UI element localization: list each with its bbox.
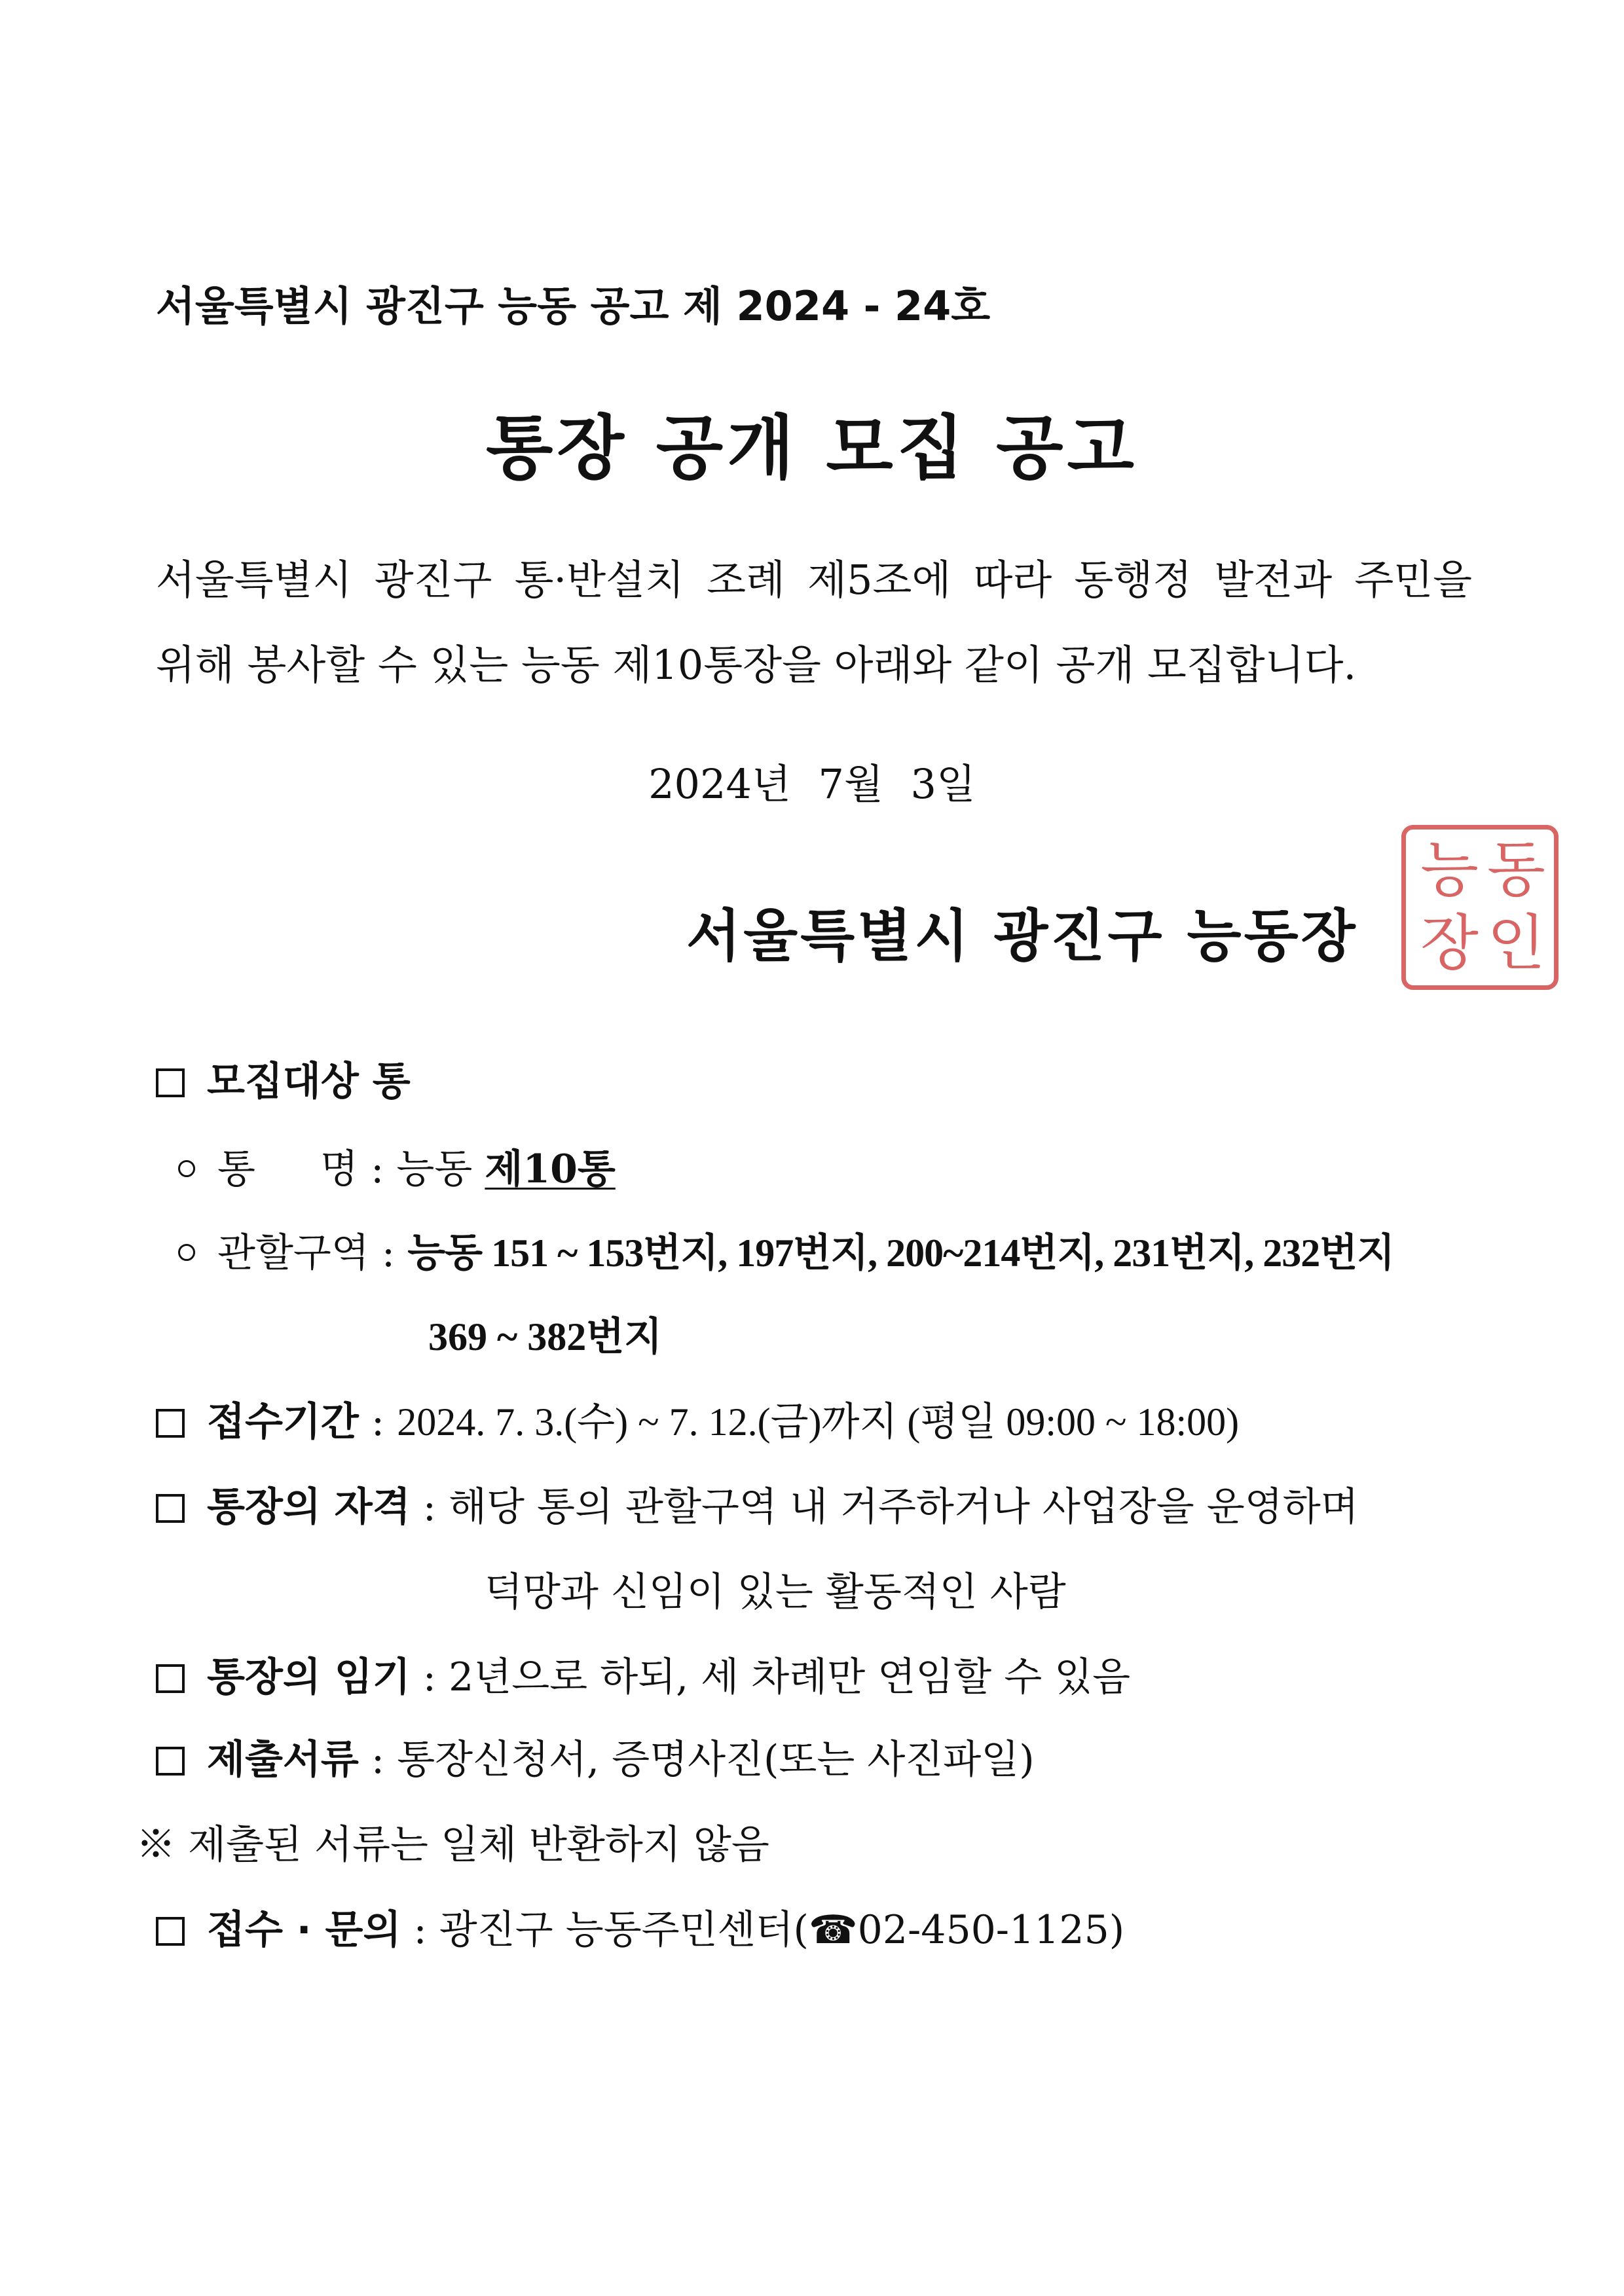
separator: : bbox=[369, 1230, 408, 1276]
district-name-label: 통 명 bbox=[217, 1146, 358, 1192]
separator: : bbox=[358, 1737, 397, 1783]
term-value: 2년으로 하되, 세 차례만 연임할 수 있음 bbox=[449, 1654, 1131, 1700]
section-period bbox=[156, 1391, 1239, 1447]
notice-date: 2024년 7월 3일 bbox=[648, 760, 976, 808]
documents-note-text: 제출된 서류는 일체 반환하지 않음 bbox=[188, 1822, 769, 1868]
page-title: 통장 공개 모집 공고 bbox=[486, 408, 1138, 488]
district-area-value-cont: 369 ~ 382번지 bbox=[428, 1315, 663, 1358]
checkbox-icon bbox=[156, 1068, 185, 1097]
reference-mark-icon: ※ bbox=[136, 1822, 175, 1868]
seal-char: 장 bbox=[1420, 908, 1479, 978]
contact-phone: 02-450-1125) bbox=[857, 1907, 1125, 1953]
intro-line-2: 위해 봉사할 수 있는 능동 제10통장을 아래와 같이 공개 모집합니다. bbox=[156, 641, 1357, 689]
phone-icon: ☎ bbox=[808, 1907, 858, 1953]
separator: : bbox=[410, 1654, 449, 1700]
district-area-label: 관할구역 bbox=[217, 1230, 369, 1276]
section-heading: 모집대상 통 bbox=[207, 1059, 411, 1104]
qualification-value-cont: 덕망과 신임이 있는 활동적인 사람 bbox=[485, 1569, 1066, 1615]
checkbox-icon bbox=[156, 1747, 185, 1776]
section-heading: 접수기간 bbox=[207, 1399, 359, 1445]
separator: : bbox=[358, 1146, 397, 1192]
documents-note bbox=[136, 1813, 769, 1870]
bullet-circle-icon bbox=[178, 1160, 195, 1177]
section-target bbox=[156, 1050, 411, 1106]
section-heading: 통장의 임기 bbox=[207, 1654, 411, 1700]
seal-char: 동 bbox=[1487, 835, 1545, 905]
separator: : bbox=[410, 1484, 449, 1530]
seal-char: 능 bbox=[1420, 835, 1479, 905]
seal-char: 인 bbox=[1487, 908, 1545, 978]
period-value: 2024. 7. 3.(수) ~ 7. 12.(금)까지 (평일 09:00 ~ 18:00) bbox=[397, 1400, 1240, 1444]
checkbox-icon bbox=[156, 1409, 185, 1438]
qualification-value: 해당 통의 관할구역 내 거주하거나 사업장을 운영하며 bbox=[449, 1484, 1359, 1530]
district-name-prefix: 능동 bbox=[396, 1146, 473, 1192]
district-area-row bbox=[178, 1222, 1394, 1278]
issuer-name: 서울특별시 광진구 능동장 bbox=[686, 903, 1358, 969]
separator: : bbox=[358, 1399, 397, 1445]
section-contact bbox=[156, 1899, 1124, 1955]
official-seal-stamp bbox=[1401, 825, 1559, 990]
district-area-value: 능동 151 ~ 153번지, 197번지, 200~214번지, 231번지, 232번지 bbox=[407, 1231, 1395, 1275]
section-documents bbox=[156, 1728, 1035, 1785]
checkbox-icon bbox=[156, 1917, 185, 1946]
district-name-value: 제10통 bbox=[485, 1146, 616, 1192]
intro-line-1: 서울특별시 광진구 통·반설치 조례 제5조에 따라 동행정 발전과 주민을 bbox=[156, 556, 1472, 604]
notice-number: 서울특별시 광진구 능동 공고 제 2024 - 24호 bbox=[156, 282, 991, 330]
contact-org: 광진구 능동주민센터( bbox=[439, 1907, 809, 1953]
section-heading: 제출서류 bbox=[207, 1737, 359, 1783]
section-qualification bbox=[156, 1476, 1359, 1532]
bullet-circle-icon bbox=[178, 1244, 195, 1261]
section-heading: 통장의 자격 bbox=[207, 1484, 411, 1530]
district-name-row bbox=[178, 1138, 616, 1194]
documents-value: 통장신청서, 증명사진(또는 사진파일) bbox=[397, 1737, 1035, 1783]
separator: : bbox=[401, 1907, 439, 1953]
section-heading: 접수 · 문의 bbox=[207, 1907, 401, 1953]
section-term bbox=[156, 1646, 1130, 1702]
checkbox-icon bbox=[156, 1664, 185, 1693]
checkbox-icon bbox=[156, 1494, 185, 1523]
